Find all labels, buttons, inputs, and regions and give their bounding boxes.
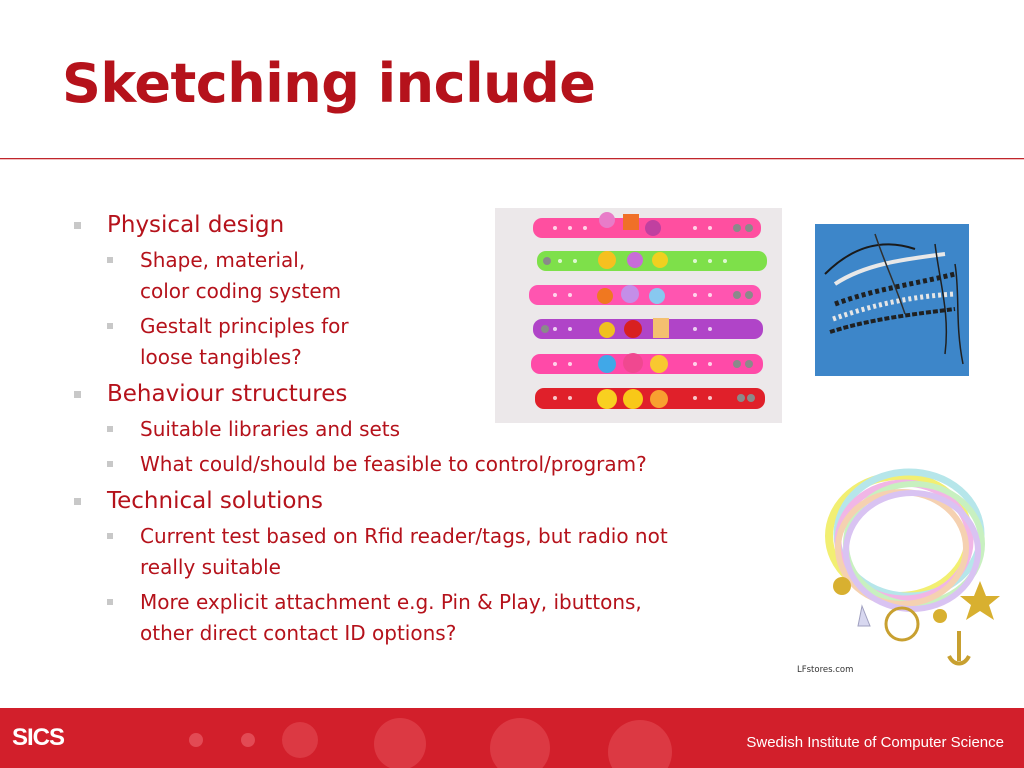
sub-bullet-line: Shape, material,	[140, 248, 306, 272]
slide-title: Sketching include	[62, 52, 596, 115]
bullet-label: Technical solutions	[107, 488, 323, 514]
title-divider-shadow	[0, 159, 1024, 160]
square-bullet-icon	[107, 533, 113, 539]
square-bullet-icon	[107, 323, 113, 329]
bullet-technical-solutions	[70, 484, 710, 649]
sub-bullet-line: really suitable	[140, 555, 281, 579]
sub-bullet-line: More explicit attachment e.g. Pin & Play, ibuttons,	[140, 590, 642, 614]
sub-bullet-line: Suitable libraries and sets	[140, 417, 401, 441]
square-bullet-icon	[74, 498, 81, 505]
square-bullet-icon	[74, 222, 81, 229]
sub-bullet-rfid	[107, 521, 710, 583]
wristbands-photo	[495, 208, 782, 423]
bullet-label: Behaviour structures	[107, 381, 348, 407]
square-bullet-icon	[107, 257, 113, 263]
sub-bullet-line: loose tangibles?	[140, 345, 302, 369]
sub-bullet-line: Current test based on Rfid reader/tags, but radio not	[140, 524, 668, 548]
sub-bullet-line: color coding system	[140, 279, 342, 303]
friendship-bracelets-photo	[815, 224, 969, 376]
sics-logo: SICS	[12, 724, 65, 751]
sub-bullet-line: Gestalt principles for	[140, 314, 349, 338]
photo-credit: LFstores.com	[797, 665, 854, 675]
square-bullet-icon	[74, 391, 81, 398]
sub-bullet-attachment	[107, 587, 710, 649]
bangles-illustration	[814, 456, 1008, 668]
sub-bullet-line: other direct contact ID options?	[140, 621, 457, 645]
square-bullet-icon	[107, 426, 113, 432]
bangles-photo	[814, 456, 1008, 668]
bracelets-illustration	[815, 224, 969, 376]
institute-name: Swedish Institute of Computer Science	[746, 734, 1004, 751]
wristbands-illustration	[495, 208, 782, 423]
sub-bullet-control	[107, 449, 710, 480]
bullet-label: Physical design	[107, 212, 285, 238]
square-bullet-icon	[107, 599, 113, 605]
sub-bullet-line: What could/should be feasible to control/program?	[140, 452, 647, 476]
square-bullet-icon	[107, 461, 113, 467]
